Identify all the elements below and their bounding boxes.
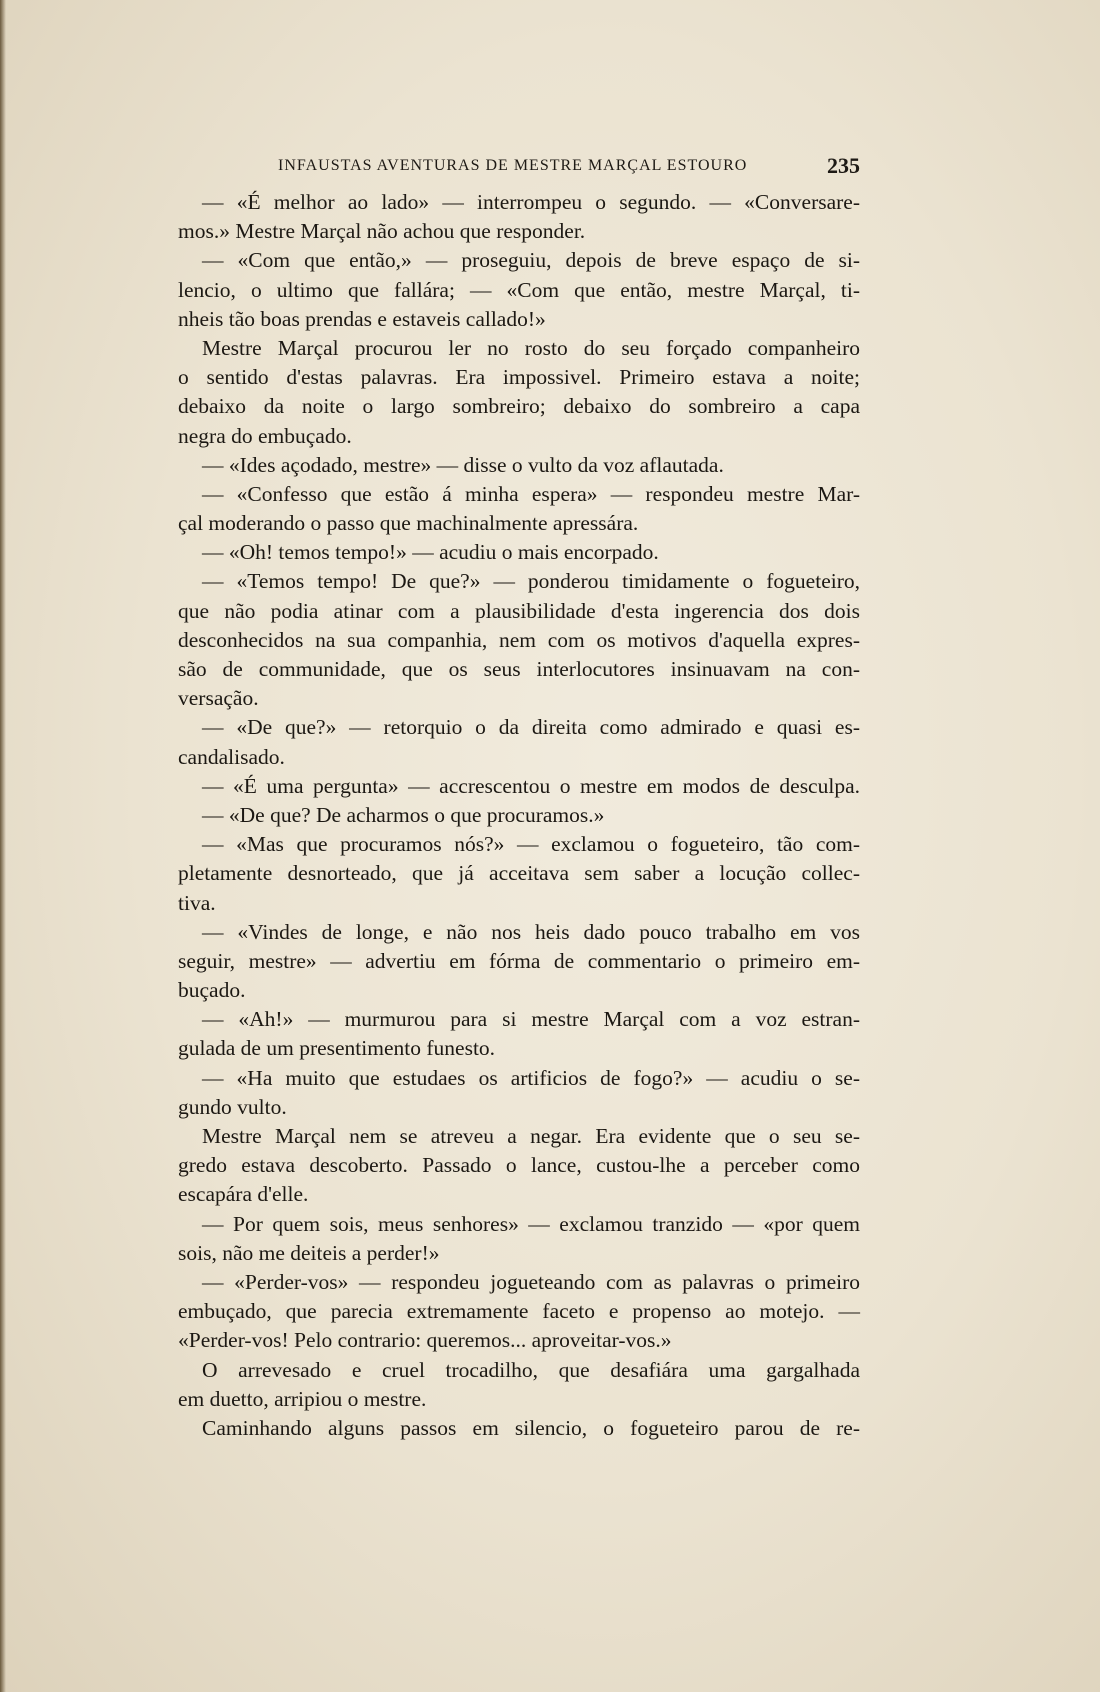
text-line: buçado. [178,978,246,1003]
text-line: — «Ha muito que estudaes os artificios de fogo?» — acudiu o se- [202,1065,860,1090]
text-line: gredo estava descoberto. Passado o lance, custou-lhe a perceber como [178,1153,860,1178]
text-line: tiva. [178,890,216,915]
body-text [178,188,860,1443]
text-line: — «É uma pergunta» — accrescentou o mestre em modos de desculpa. [202,773,860,798]
text-line: Mestre Marçal procurou ler no rosto do seu forçado companheiro [202,335,860,360]
text-line: «Perder-vos! Pelo contrario: queremos... aproveitar-vos.» [178,1328,672,1353]
text-line: — «De que?» — retorquio o da direita como admirado e quasi es- [202,715,860,740]
text-line: desconhecidos na sua companhia, nem com os motivos d'aquella expres- [178,627,860,652]
text-line: debaixo da noite o largo sombreiro; debaixo do sombreiro a capa [178,394,860,419]
text-line: nheis tão boas prendas e estaveis callado!» [178,306,546,331]
text-line: candalisado. [178,744,285,769]
text-line: — «Ah!» — murmurou para si mestre Marçal com a voz estran- [202,1007,860,1032]
text-line: embuçado, que parecia extremamente faceto e propenso ao motejo. — [178,1299,860,1324]
text-line: — «Confesso que estão á minha espera» — respondeu mestre Mar- [202,481,860,506]
text-line: versação. [178,686,259,711]
text-line: — «Ides açodado, mestre» — disse o vulto da voz aflautada. [202,452,724,477]
text-line: seguir, mestre» — advertiu em fórma de commentario o primeiro em- [178,948,860,973]
text-line: Mestre Marçal nem se atreveu a negar. Era evidente que o seu se- [202,1124,860,1148]
text-line: — «Vindes de longe, e não nos heis dado pouco trabalho em vos [202,919,860,944]
text-line: — «É melhor ao lado» — interrompeu o segundo. — «Conversare- [202,190,860,214]
text-line: — «Com que então,» — proseguiu, depois de breve espaço de si- [202,248,860,273]
text-line: gulada de um presentimento funesto. [178,1036,496,1061]
text-line: escapára d'elle. [178,1182,309,1207]
text-line: Caminhando alguns passos em silencio, o fogueteiro parou de re- [202,1415,860,1440]
page-header [178,153,860,179]
text-line: o sentido d'estas palavras. Era impossivel. Primeiro estava a noite; [178,365,860,390]
text-line: pletamente desnorteado, que já acceitava sem saber a locução collec- [178,861,860,886]
text-line: çal moderando o passo que machinalmente apressára. [178,511,639,536]
text-line: sois, não me deiteis a perder!» [178,1240,440,1265]
text-line: — «Oh! temos tempo!» — acudiu o mais encorpado. [202,540,659,565]
text-line: lencio, o ultimo que fallára; — «Com que então, mestre Marçal, ti- [178,277,860,302]
text-line: — «Perder-vos» — respondeu jogueteando com as palavras o primeiro [202,1269,860,1294]
text-line: são de communidade, que os seus interlocutores insinuavam na con- [178,657,860,681]
text-line: — «Temos tempo! De que?» — ponderou timidamente o fogueteiro, [202,569,860,594]
text-line: O arrevesado e cruel trocadilho, que desafiára uma gargalhada [202,1357,860,1382]
text-line: negra do embuçado. [178,423,352,448]
text-line: mos.» Mestre Marçal não achou que responder. [178,219,586,244]
running-head: INFAUSTAS AVENTURAS DE MESTRE MARÇAL ESTOURO [278,157,748,174]
text-line: — Por quem sois, meus senhores» — exclamou tranzido — «por quem [202,1211,860,1236]
text-line: — «Mas que procuramos nós?» — exclamou o fogueteiro, tão com- [202,832,860,857]
text-line: gundo vulto. [178,1094,287,1119]
text-line: que não podia atinar com a plausibilidade d'esta ingerencia dos dois [178,598,860,623]
page-number: 235 [827,153,860,178]
text-line: em duetto, arripiou o mestre. [178,1386,427,1411]
text-line: — «De que? De acharmos o que procuramos.» [202,802,605,827]
